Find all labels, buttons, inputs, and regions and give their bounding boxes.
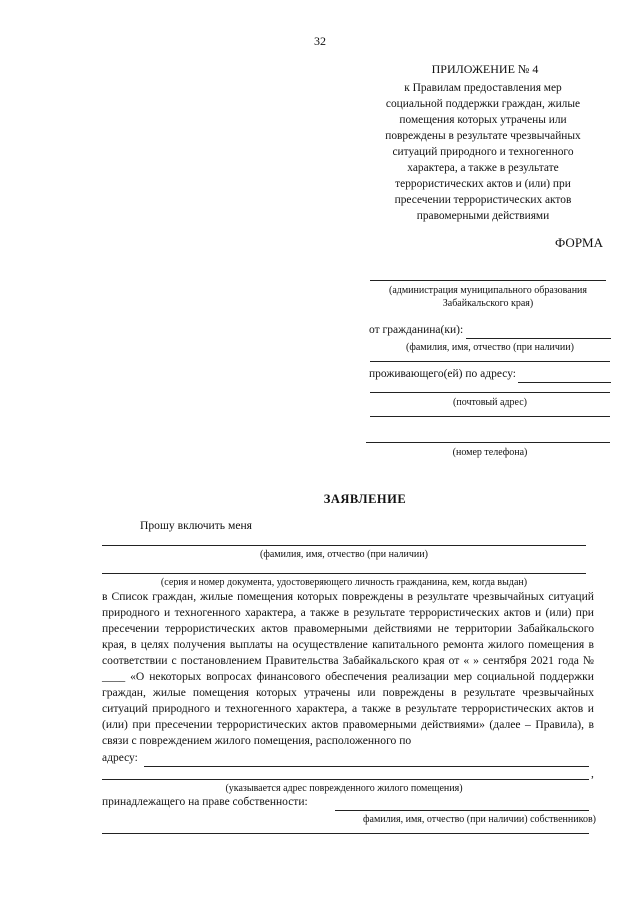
owners-line-2[interactable] (102, 833, 589, 834)
form-label: ФОРМА (555, 235, 603, 250)
appendix-line: пресечении террористических актов (394, 194, 572, 206)
owners-caption: фамилия, имя, отчество (при наличии) собственников) (363, 814, 596, 825)
appendix-line: помещения которых утрачены или (399, 114, 567, 126)
phone-line[interactable] (366, 442, 610, 443)
citizen-name-caption: (фамилия, имя, отчество (при наличии) (406, 342, 574, 353)
statement-title: ЗАЯВЛЕНИЕ (323, 492, 407, 506)
postal-address-line-2[interactable] (370, 416, 610, 417)
statement-body: в Список граждан, жилые помещения которых повреждены в результате чрезвычайных ситуаций природного и техногенного характера, а также в результате террористических актов и (или) при пресечении террористических актов правомерными действиями не территории Забайкальского края, в целях получения выплаты на осуществление капитального ремонта жилого помещения в соответствии с постановлением Правительства Забайкальского края от « » сентября 2021 года № ____ «О некоторых вопросах финансового обеспечения реализации мер социальной поддержки граждан, жилые помещения которых утрачены или повреждены в результате чрезвычайных ситуаций природного и техногенного характера, а также в результате террористических актов и (или) при пресечении террористических актов правомерными действиями» (далее – Правила), в связи с повреждением жилого помещения, расположенного по (102, 590, 594, 747)
appendix-line: характера, а также в результате (407, 162, 559, 174)
applicant-name-line[interactable] (102, 545, 586, 546)
residence-address-line[interactable] (518, 382, 611, 383)
address-comma: , (591, 768, 594, 780)
appendix-line: ситуаций природного и техногенного (392, 146, 574, 158)
residence-address-label: проживающего(ей) по адресу: (369, 368, 516, 380)
applicant-name-caption: (фамилия, имя, отчество (при наличии) (260, 549, 428, 560)
citizen-name-line[interactable] (370, 361, 610, 362)
damaged-address-caption: (указывается адрес поврежденного жилого помещения) (225, 783, 463, 794)
appendix-line: правомерными действиями (416, 210, 550, 222)
owners-line[interactable] (335, 810, 589, 811)
damaged-address-label: адресу: (102, 752, 138, 764)
appendix-title: ПРИЛОЖЕНИЕ № 4 (431, 62, 539, 76)
page-number: 32 (314, 34, 326, 48)
identity-document-caption: (серия и номер документа, удостоверяющего личность гражданина, кем, когда выдан) (160, 577, 528, 588)
from-citizen-label: от гражданина(ки): (369, 324, 464, 336)
appendix-line: повреждены в результате чрезвычайных (385, 130, 581, 142)
recipient-blank-line[interactable] (370, 280, 606, 281)
request-text: Прошу включить меня (140, 519, 253, 532)
postal-address-line[interactable] (370, 392, 610, 393)
identity-document-line[interactable] (102, 573, 586, 574)
phone-caption: (номер телефона) (452, 447, 528, 458)
appendix-line: социальной поддержки граждан, жилые (385, 98, 581, 110)
appendix-description (358, 80, 608, 224)
damaged-address-line[interactable] (144, 766, 589, 767)
recipient-caption: (администрация муниципального образования Забайкальского края) (388, 285, 588, 309)
postal-address-caption: (почтовый адрес) (453, 397, 527, 408)
appendix-line: террористических актов и (или) при (395, 178, 571, 190)
ownership-label: принадлежащего на праве собственности: (102, 796, 308, 808)
appendix-line: к Правилам предоставления мер (404, 82, 562, 94)
damaged-address-line-2[interactable] (102, 779, 589, 780)
from-citizen-line[interactable] (466, 338, 611, 339)
